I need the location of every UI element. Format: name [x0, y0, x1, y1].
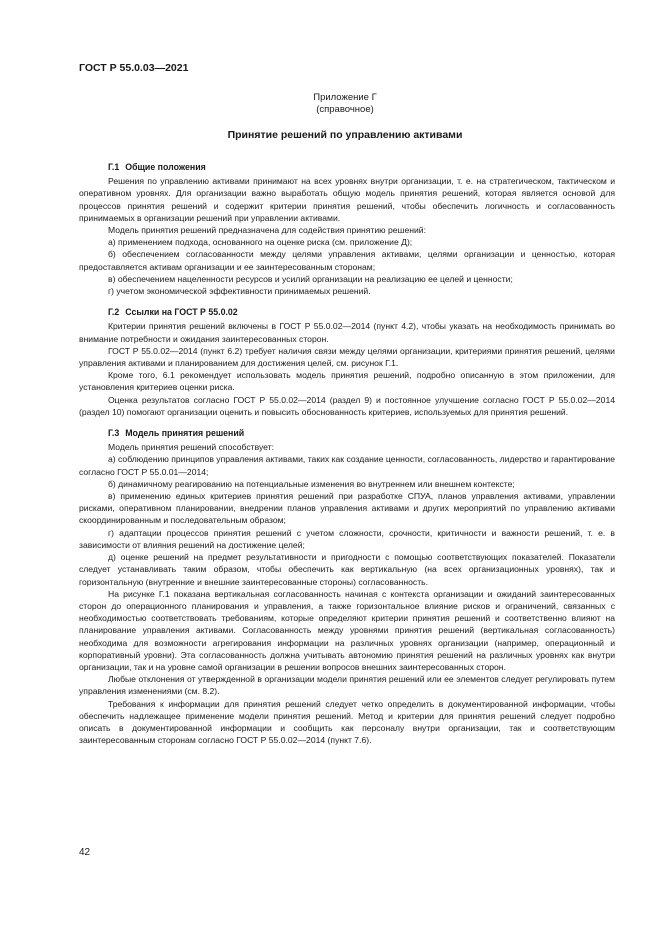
- paragraph: Любые отклонения от утвержденной в организации модели принятия решений или ее элементов следует регулировать путем управления изменениями (см. 8.2).: [79, 674, 615, 697]
- paragraph: На рисунке Г.1 показана вертикальная согласованность начиная с контекста организации и ожиданий заинтересованных сторон до операционного планирования и управления, а также горизонтальное влияние рисков и ограничений, связанных с необходимостью соответствовать требованиям, которые определяют критерии принятия решений и соответственно влияют на планирование управления активами. Согласованность между уровнями принятия решений (вертикальная согласованность) необходима для возможности агрегирования информации на различных уровнях организации (например, операционный и корпоративный уровни). Эта согласованность должна учитывать автономию принятия решений на различных уровнях как внутри организации, так и на уровне самой организации в решении вопросов внешних заинтересованных сторон.: [79, 588, 615, 672]
- section-title: Общие положения: [125, 162, 206, 172]
- appendix-label: Приложение Г: [313, 92, 377, 103]
- paragraph: Требования к информации для принятия решений следует четко определить в документированной информации, чтобы обеспечить надлежащее применение модели принятия решений. Метод и критерии для принятия решений следует подробно описать в документированной информации и сообщить как персоналу внутри организации, так и соответствующим заинтересованным сторонам согласно ГОСТ Р 55.0.02—2014 (пункт 7.6).: [79, 698, 615, 746]
- section-heading: [108, 306, 615, 318]
- section-title: Ссылки на ГОСТ Р 55.0.02: [125, 307, 238, 318]
- list-item: г) адаптации процессов принятия решений с учетом сложности, срочности, критичности и важности решений, т. е. в зависимости от влияния решений на достижение целей;: [79, 527, 615, 550]
- appendix-note: (справочное): [316, 104, 374, 115]
- paragraph: Кроме того, 6.1 рекомендует использовать модель принятия решений, подробно описанную в этом приложении, для установления критериев оценки риска.: [79, 370, 615, 393]
- paragraph: Модель принятия решений способствует:: [108, 442, 274, 453]
- document-body: [79, 161, 615, 746]
- list-item: г) учетом экономической эффективности принимаемых решений.: [108, 286, 371, 297]
- list-item: в) обеспечением нацеленности ресурсов и усилий организации на реализацию ее целей и ценности;: [108, 273, 513, 284]
- paragraph: Критерии принятия решений включены в ГОСТ Р 55.0.02—2014 (пункт 4.2), чтобы указать на необходимость принимать во внимание потребности и ожидания заинтересованных сторон.: [79, 321, 615, 344]
- list-item: в) применению единых критериев принятия решений при разработке СПУА, планов управления активами, управлении рисками, оперативном планировании, внедрении планов управления активами и других мероприятий по управлению активами скоординированным и последовательным образом;: [79, 491, 615, 526]
- section-number: Г.3: [108, 428, 120, 439]
- list-item: б) обеспечением согласованности между целями управления активами, целями организации и ценностью, которая предоставляется активам организации и ее заинтересованным сторонам;: [79, 249, 615, 272]
- section-heading: [108, 161, 615, 173]
- page-number: 42: [79, 847, 91, 858]
- paragraph: Модель принятия решений предназначена для содействия принятию решений:: [108, 225, 426, 236]
- paragraph: ГОСТ Р 55.0.02—2014 (пункт 6.2) требует наличия связи между целями организации, критериями принятия решений, целями управления активами и планированием для достижения целей, см. рисунок Г.1.: [79, 345, 615, 369]
- list-item: а) соблюдению принципов управления активами, таких как создание ценности, согласованность, лидерство и гарантирование согласно ГОСТ Р 55.0.01—2014;: [79, 454, 615, 477]
- page-title: Принятие решений по управлению активами: [227, 129, 463, 141]
- section-heading: [108, 427, 615, 439]
- paragraph: Решения по управлению активами принимают на всех уровнях внутри организации, т. е. на стратегическом, тактическом и оперативном уровнях. Для организации важно выработать общую модель принятия решений, которая является основой для процессов принятия решений и содержит критерии принятия решений, чтобы обеспечить логичность и согласованность принимаемых в организации решений при управлении активами.: [79, 176, 615, 223]
- list-item: д) оценке решений на предмет результативности и пригодности с помощью соответствующих показателей. Показатели следует устанавливать таким образом, чтобы обеспечить как вертикальную (на всех организационных уровнях), так и горизонтальную (внутренние и внешние заинтересованные стороны) согласованность.: [79, 552, 615, 587]
- section-number: Г.1: [108, 162, 120, 172]
- list-item: а) применением подхода, основанного на оценке риска (см. приложение Д);: [108, 237, 413, 248]
- section-title: Модель принятия решений: [125, 428, 245, 439]
- section-number: Г.2: [108, 307, 120, 318]
- list-item: б) динамичному реагированию на потенциальные изменения во внутреннем или внешнем контексте;: [108, 478, 515, 489]
- paragraph: Оценка результатов согласно ГОСТ Р 55.0.02—2014 (раздел 9) и постоянное улучшение согласно ГОСТ Р 55.0.02—2014 (раздел 10) помогают организации оценить и повысить обоснованность критериев, используемых для принятия решений.: [79, 394, 615, 417]
- document-code: ГОСТ Р 55.0.03—2021: [79, 62, 189, 74]
